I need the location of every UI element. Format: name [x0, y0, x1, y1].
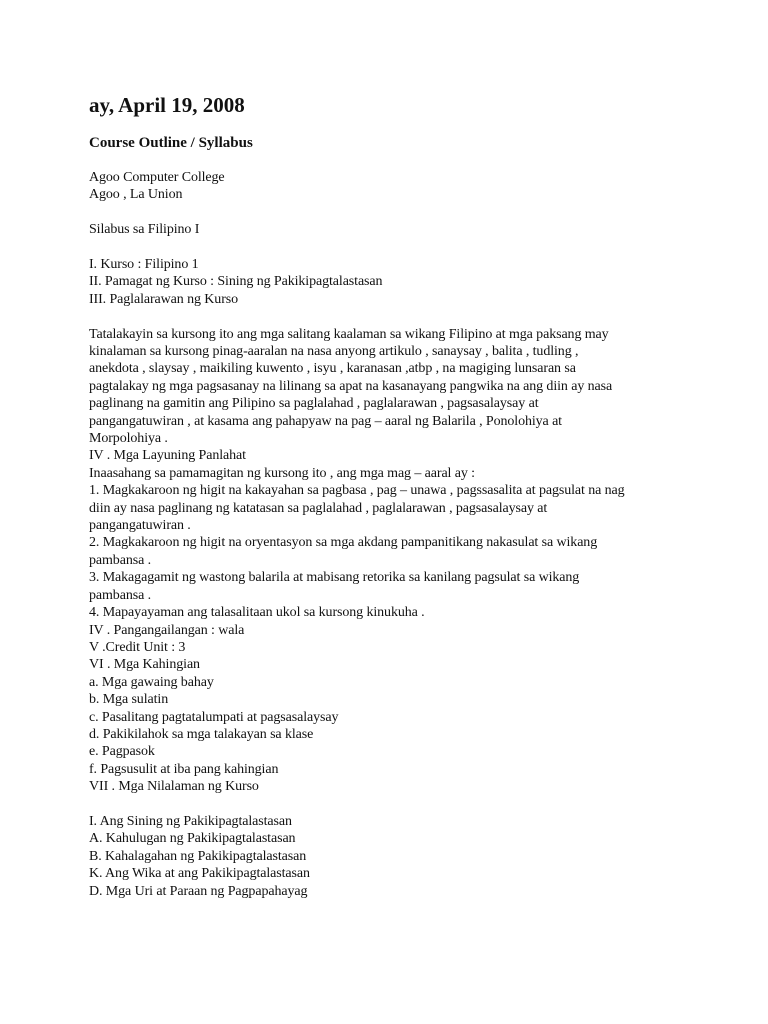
text-line: I. Kurso : Filipino 1	[89, 257, 199, 272]
paragraph	[89, 256, 709, 308]
paragraph-gap	[89, 308, 709, 325]
text-line: III. Paglalarawan ng Kurso	[89, 291, 239, 307]
text-line: Silabus sa Filipino I	[89, 222, 200, 238]
paragraph	[89, 169, 709, 204]
text-line: 3. Makagagamit ng wastong balarila at mabisang retorika sa kanilang pagsulat sa wikang	[89, 570, 580, 586]
text-line: e. Pagpasok	[89, 744, 155, 760]
paragraph	[89, 326, 709, 796]
paragraph-gap	[89, 796, 709, 813]
text-line: d. Pakikilahok sa mga talakayan sa klase	[89, 726, 314, 742]
text-line: 2. Magkakaroon ng higit na oryentasyon sa mga akdang pampanitikang nakasulat sa wikang	[89, 535, 598, 551]
text-line: VII . Mga Nilalaman ng Kurso	[89, 779, 259, 795]
text-line: D. Mga Uri at Paraan ng Pagpapahayag	[89, 883, 308, 899]
text-line: kinalaman sa kursong pinag-aaralan na nasa anyong artikulo , sanaysay , balita , tudling ,	[89, 344, 579, 360]
text-line: b. Mga sulatin	[89, 692, 169, 708]
text-line: A. Kahulugan ng Pakikipagtalastasan	[89, 831, 296, 847]
text-line: 4. Mapayayaman ang talasalitaan ukol sa kursong kinukuha .	[89, 605, 425, 621]
text-line: a. Mga gawaing bahay	[89, 674, 214, 690]
text-line: Tatalakayin sa kursong ito ang mga salitang kaalaman sa wikang Filipino at mga paksang may	[89, 326, 609, 342]
text-line: Agoo Computer College	[89, 170, 225, 185]
text-line: pangangatuwiran .	[89, 518, 191, 534]
text-line: pagtalakay ng mga pagsasanay na lilinang sa apat na kasanayang pangwika na ang diin ay nasa	[89, 378, 613, 394]
post-title: Course Outline / Syllabus	[89, 135, 253, 151]
paragraph-gap	[89, 239, 709, 256]
blog-post	[89, 92, 709, 900]
text-line: VI . Mga Kahingian	[89, 657, 200, 673]
text-line: Agoo , La Union	[89, 187, 183, 203]
text-line: II. Pamagat ng Kurso : Sining ng Pakikipagtalastasan	[89, 274, 383, 290]
text-line: 1. Magkakaroon ng higit na kakayahan sa pagbasa , pag – unawa , pagssasalita at pagsulat na nag	[89, 483, 625, 499]
text-line: IV . Pangangailangan : wala	[89, 622, 245, 638]
text-line: Morpolohiya .	[89, 431, 168, 447]
text-line: Inaasahang sa pamamagitan ng kursong ito , ang mga mag – aaral ay :	[89, 465, 475, 481]
text-line: f. Pagsusulit at iba pang kahingian	[89, 761, 279, 777]
paragraph-gap	[89, 204, 709, 221]
text-line: pangangatuwiran , at kasama ang pahapyaw na pag – aaral ng Balarila , Ponolohiya at	[89, 413, 562, 429]
text-line: B. Kahalagahan ng Pakikipagtalastasan	[89, 848, 307, 864]
text-line: paglinang na gamitin ang Pilipino sa paglalahad , paglalarawan , pagsasalaysay at	[89, 396, 539, 412]
text-line: pambansa .	[89, 552, 151, 568]
text-line: IV . Mga Layuning Panlahat	[89, 448, 246, 464]
text-line: V .Credit Unit : 3	[89, 639, 186, 655]
text-line: I. Ang Sining ng Pakikipagtalastasan	[89, 813, 292, 829]
text-line: K. Ang Wika at ang Pakikipagtalastasan	[89, 866, 310, 882]
text-line: c. Pasalitang pagtatalumpati at pagsasalaysay	[89, 709, 339, 725]
paragraph	[89, 221, 709, 238]
text-line: anekdota , slaysay , maikiling kuwento , isyu , karanasan ,atbp , na magiging lunsaran sa	[89, 361, 576, 377]
paragraph	[89, 813, 709, 900]
text-line: pambansa .	[89, 587, 151, 603]
text-line: diin ay nasa paglinang ng katatasan sa paglalahad , paglalarawan , pagsasalaysay at	[89, 500, 548, 516]
date-header: ay, April 19, 2008	[89, 93, 245, 117]
post-body	[89, 169, 709, 900]
